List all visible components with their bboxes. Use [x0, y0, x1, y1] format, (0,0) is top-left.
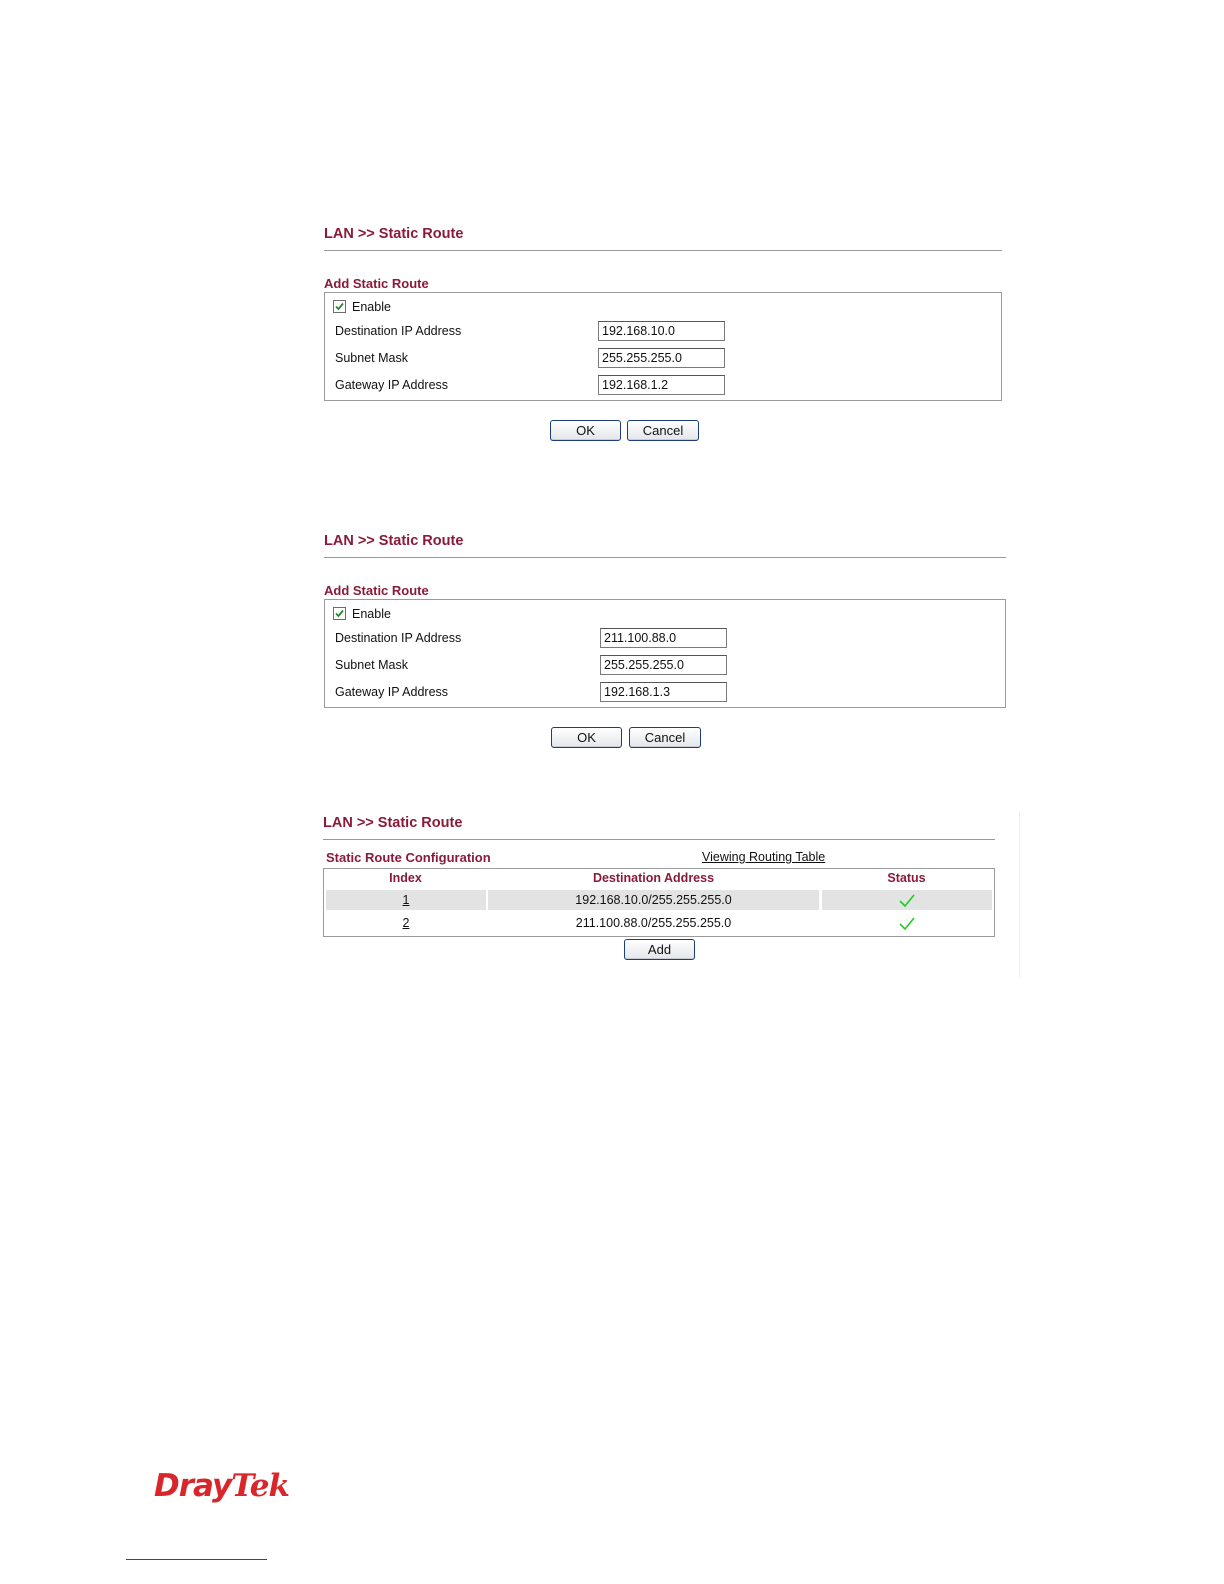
- route-index-link[interactable]: 1: [402, 893, 410, 907]
- checkmark-icon: [899, 917, 915, 931]
- page-title: LAN >> Static Route: [324, 226, 464, 242]
- destination-cell: 192.168.10.0/255.255.255.0: [488, 890, 819, 910]
- enable-label: Enable: [352, 607, 391, 621]
- gateway-ip-input[interactable]: 192.168.1.3: [600, 682, 727, 702]
- footer-rule: [126, 1559, 267, 1560]
- viewing-routing-table-link[interactable]: Viewing Routing Table: [702, 850, 826, 864]
- status-cell: [822, 890, 992, 910]
- title-divider: [324, 250, 1002, 251]
- destination-cell: 211.100.88.0/255.255.255.0: [575, 916, 732, 930]
- section-title: Add Static Route: [324, 276, 429, 291]
- destination-ip-input[interactable]: 192.168.10.0: [598, 321, 725, 341]
- ok-button[interactable]: OK: [550, 420, 621, 441]
- table-row: [324, 889, 994, 911]
- enable-checkbox[interactable]: [333, 300, 346, 313]
- subnet-mask-label: Subnet Mask: [335, 658, 408, 672]
- index-cell: [326, 913, 486, 933]
- column-header-destination: Destination Address: [592, 871, 715, 885]
- logo-text-dray: Dray: [154, 1468, 232, 1504]
- gateway-ip-label: Gateway IP Address: [335, 378, 449, 392]
- table-row: [324, 912, 994, 934]
- add-button[interactable]: Add: [624, 939, 695, 960]
- static-route-table: [323, 868, 995, 937]
- add-static-route-form: [324, 292, 1002, 401]
- column-header-status: Status: [887, 871, 926, 885]
- route-index-link[interactable]: 2: [402, 916, 410, 930]
- index-cell: [326, 890, 486, 910]
- section-title: Static Route Configuration: [326, 850, 491, 865]
- title-divider: [324, 557, 1006, 558]
- status-cell: [822, 913, 992, 933]
- draytek-logo: [154, 1468, 289, 1504]
- page-title: LAN >> Static Route: [323, 815, 463, 831]
- divider: [1019, 812, 1020, 978]
- column-header-index: Index: [389, 871, 422, 885]
- enable-label: Enable: [352, 300, 391, 314]
- gateway-ip-label: Gateway IP Address: [335, 685, 449, 699]
- ok-button[interactable]: OK: [551, 727, 622, 748]
- static-route-panel-1: [324, 224, 1004, 449]
- subnet-mask-label: Subnet Mask: [335, 351, 408, 365]
- add-static-route-form: [324, 599, 1006, 708]
- check-icon: [334, 608, 345, 619]
- subnet-mask-input[interactable]: 255.255.255.0: [600, 655, 727, 675]
- cancel-button[interactable]: Cancel: [627, 420, 699, 441]
- enable-checkbox[interactable]: [333, 607, 346, 620]
- title-divider: [323, 839, 995, 840]
- subnet-mask-input[interactable]: 255.255.255.0: [598, 348, 725, 368]
- cancel-button[interactable]: Cancel: [629, 727, 701, 748]
- section-title: Add Static Route: [324, 583, 429, 598]
- check-icon: [334, 301, 345, 312]
- checkmark-icon: [899, 894, 915, 908]
- destination-ip-label: Destination IP Address: [335, 631, 462, 645]
- static-route-panel-2: [324, 531, 1008, 756]
- gateway-ip-input[interactable]: 192.168.1.2: [598, 375, 725, 395]
- destination-ip-label: Destination IP Address: [335, 324, 462, 338]
- static-route-config-panel: [323, 813, 997, 963]
- page-title: LAN >> Static Route: [324, 533, 464, 549]
- destination-ip-input[interactable]: 211.100.88.0: [600, 628, 727, 648]
- logo-text-tek: Tek: [231, 1468, 289, 1504]
